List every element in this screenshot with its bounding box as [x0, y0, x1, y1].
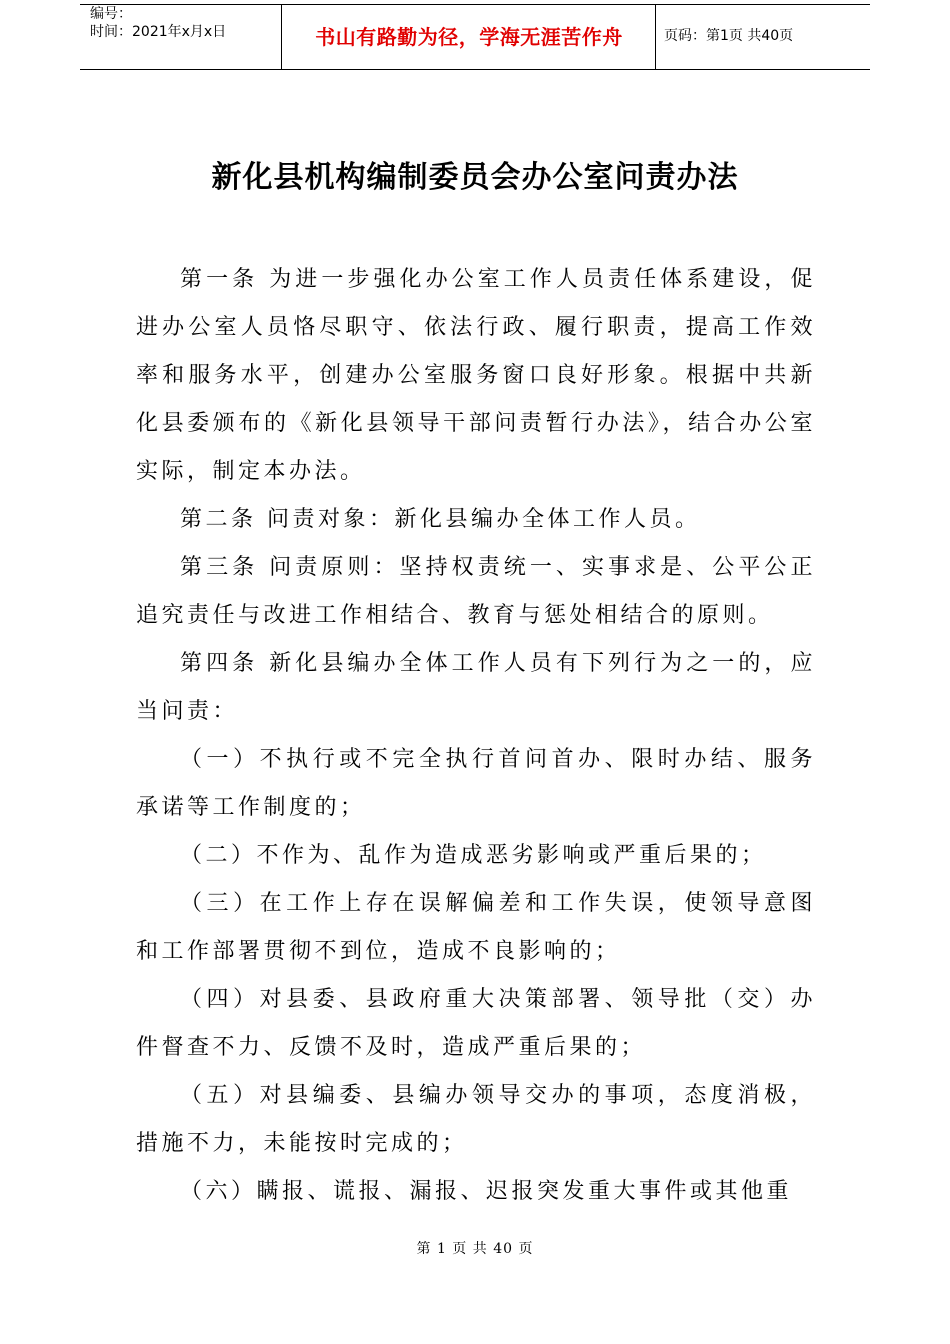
clause-2: （二）不作为、乱作为造成恶劣影响或严重后果的；: [180, 843, 767, 868]
header-meta-cell: [80, 5, 282, 69]
document-time-label: 时间：2021年x月x日: [90, 24, 227, 40]
clause-1: （一）不执行或不完全执行首问首办、限时办结、服务承诺等工作制度的；: [136, 747, 816, 820]
header-motto-cell: [282, 5, 656, 69]
document-body: [136, 256, 816, 1216]
page-header: [80, 4, 870, 70]
clause-3: （三）在工作上存在误解偏差和工作失误，使领导意图和工作部署贯彻不到位，造成不良影响的；: [136, 891, 816, 964]
document-number-label: 编号：: [90, 6, 132, 22]
page-footer: 第 1 页 共 40 页: [416, 1241, 534, 1257]
header-page-info: 页码：第1页 共40页: [664, 28, 794, 44]
header-motto: 书山有路勤为径，学海无涯苦作舟: [315, 25, 623, 49]
clause-5: （五）对县编委、县编办领导交办的事项，态度消极，措施不力，未能按时完成的；: [136, 1083, 816, 1156]
header-page-cell: [656, 5, 870, 69]
document-title: 新化县机构编制委员会办公室问责办法: [211, 160, 739, 195]
article-1: 第一条 为进一步强化办公室工作人员责任体系建设，促进办公室人员恪尽职守、依法行政、履行职责，提高工作效率和服务水平，创建办公室服务窗口良好形象。根据中共新化县委颁布的《新化县领导干部问责暂行办法》，结合办公室实际，制定本办法。: [136, 267, 816, 484]
article-4: 第四条 新化县编办全体工作人员有下列行为之一的，应当问责：: [136, 651, 816, 724]
clause-6: （六）瞒报、谎报、漏报、迟报突发重大事件或其他重: [180, 1179, 793, 1204]
clause-4: （四）对县委、县政府重大决策部署、领导批（交）办件督查不力、反馈不及时，造成严重后果的；: [136, 987, 816, 1060]
article-3: 第三条 问责原则：坚持权责统一、实事求是、公平公正追究责任与改进工作相结合、教育与惩处相结合的原则。: [136, 555, 816, 628]
article-2: 第二条 问责对象：新化县编办全体工作人员。: [180, 507, 701, 532]
